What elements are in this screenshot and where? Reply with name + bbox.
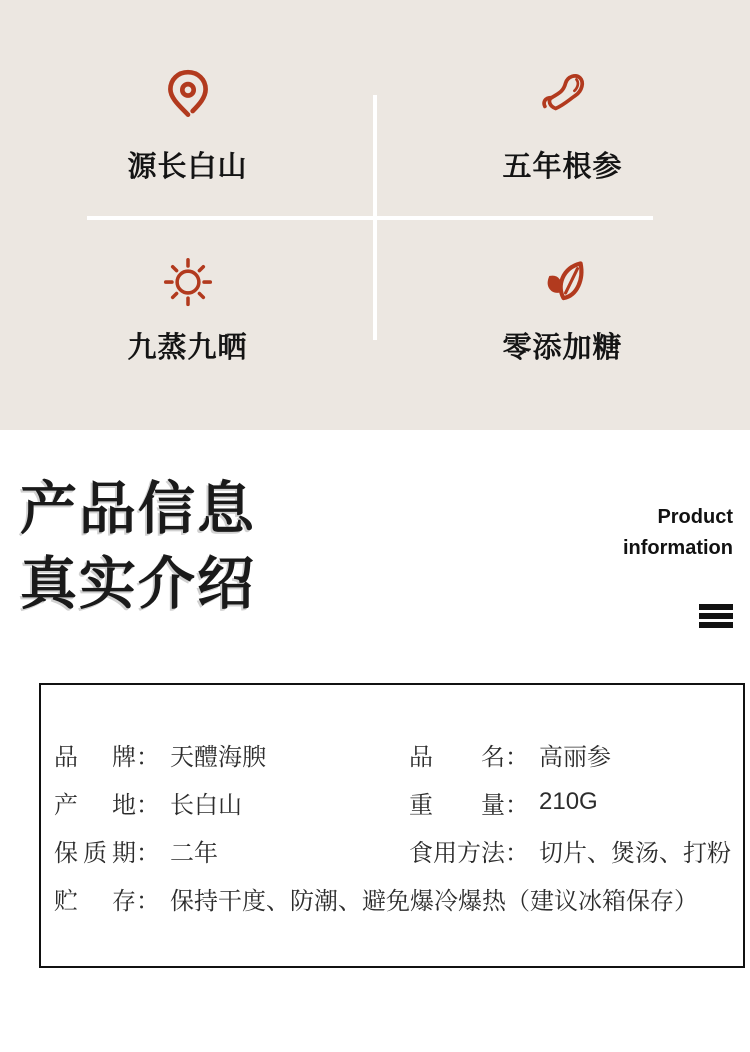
ginseng-root-icon [534,66,592,124]
table-row [41,730,743,778]
field-value: 天醴海腴 [170,743,266,771]
feature-banner [0,0,750,430]
section-header [0,430,750,683]
page-subtitle [623,502,733,564]
field-value: 长白山 [170,791,242,819]
menu-icon-bar [699,622,733,628]
field-label: 重量 [409,791,505,819]
feature-label: 源长白山 [127,151,248,183]
sun-icon [159,251,217,309]
colon: ： [136,839,160,867]
colon: ： [505,791,529,819]
field-value: 高丽参 [539,743,611,771]
colon: ： [136,743,160,771]
product-name-field [409,737,743,772]
field-label: 品名 [409,743,505,771]
brand-field [54,737,409,772]
leaf-icon [534,251,592,309]
feature-label: 五年根参 [502,151,623,183]
feature-label: 零添加糖 [502,332,623,364]
field-label: 贮存 [54,887,136,915]
menu-icon [699,604,733,628]
menu-icon-bar [699,613,733,619]
field-value: 保持干度、防潮、避免爆冷爆热（建议冰箱保存） [170,887,698,915]
table-row [41,874,743,922]
horizontal-divider [87,216,653,220]
feature-no-sugar [375,215,750,430]
feature-root-age [375,0,750,215]
menu-icon-bar [699,604,733,610]
feature-processing [0,215,375,430]
feature-label: 九蒸九晒 [127,332,248,364]
page-title [20,472,256,683]
colon: ： [136,887,160,915]
location-pin-icon [159,66,217,124]
page-title-line2: 真实介绍 [20,552,256,617]
field-label: 产地 [54,791,136,819]
page-title-line1: 产品信息 [20,477,256,541]
shelf-life-field [54,833,409,868]
field-value: 二年 [170,839,218,867]
field-label: 品牌 [54,743,136,771]
page-subtitle-line2: information [623,537,733,559]
field-label: 保质期 [54,839,136,867]
field-label: 食用方法 [409,839,505,867]
colon: ： [136,791,160,819]
storage-field [54,881,698,916]
table-row [41,778,743,826]
table-row [41,826,743,874]
field-value: 210G [539,788,598,815]
origin-field [54,785,409,820]
product-info-table [39,683,745,968]
field-value: 切片、煲汤、打粉 [539,839,731,867]
weight-field [409,785,743,820]
colon: ： [505,743,529,771]
colon: ： [505,839,529,867]
page-subtitle-line1: Product [657,506,733,528]
feature-origin [0,0,375,215]
usage-field [409,833,743,868]
